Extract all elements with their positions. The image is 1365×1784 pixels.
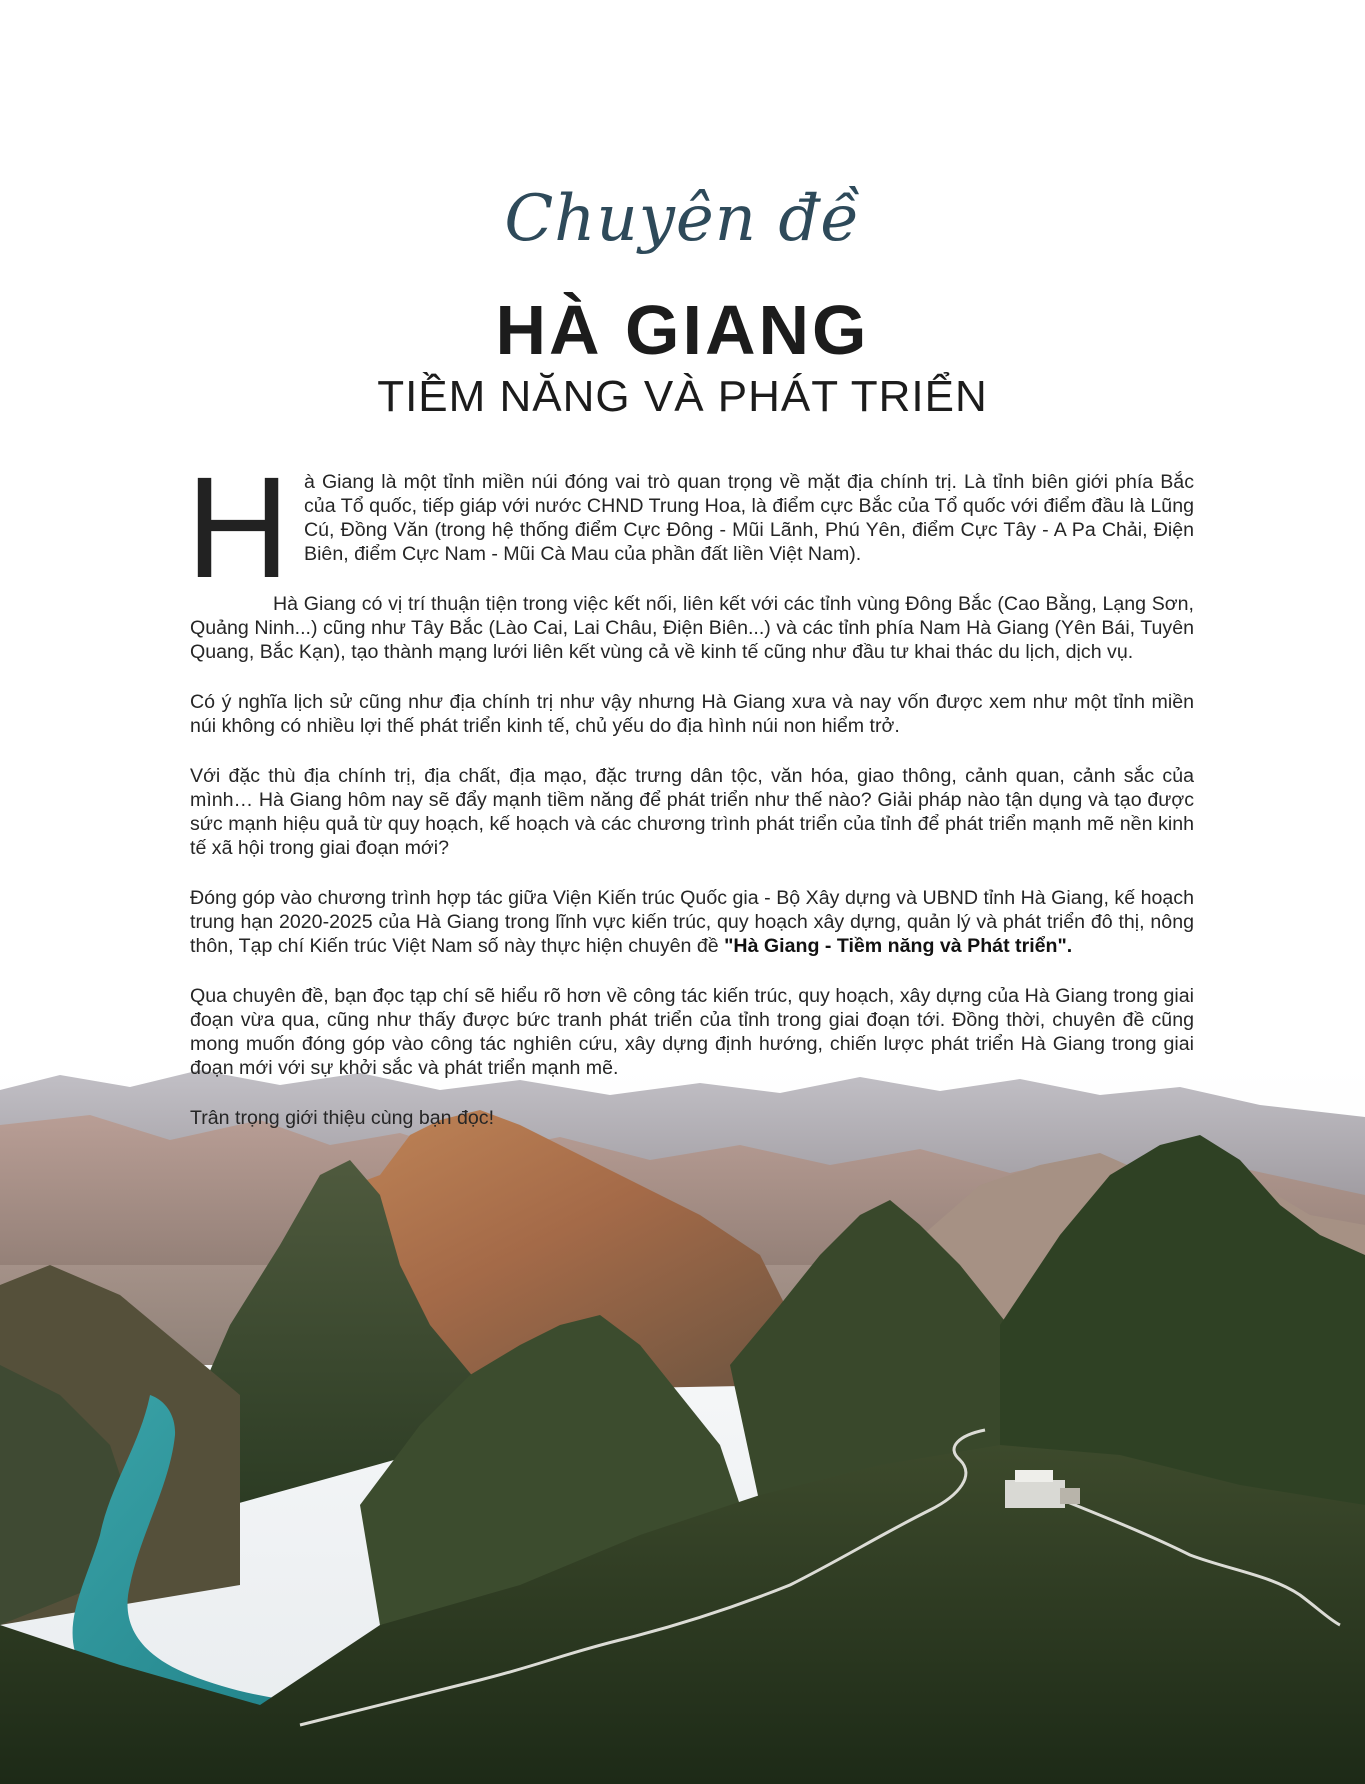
article-body (186, 447, 1194, 1156)
paragraph-6: Qua chuyên đề, bạn đọc tạp chí sẽ hiểu rõ hơn về công tác kiến trúc, quy hoạch, xây dựng của Hà Giang trong giai đoạn vừa qua, cũng như thấy được bức tranh phát triển của tỉnh trong giai đoạn tới. Đồng thời, chuyên đề cũng mong muốn đóng góp vào công tác nghiên cứu, xây dựng định hướng, chiến lược phát triển Hà Giang trong giai đoạn mới với sự khởi sắc và phát triển mạnh mẽ. (190, 985, 1194, 1079)
paragraph-1 (186, 447, 1194, 608)
paragraph-7: Trân trọng giới thiệu cùng bạn đọc! (190, 1107, 495, 1129)
paragraph-5-text: Đóng góp vào chương trình hợp tác giữa Viện Kiến trúc Quốc gia - Bộ Xây dựng và UBND tỉnh Hà Giang, kế hoạch trung hạn 2020-2025 của Hà Giang trong lĩnh vực kiến trúc, quy hoạch xây dựng, quản lý và phát triển đô thị, nông thôn, Tạp chí Kiến trúc Việt Nam số này thực hiện chuyên đề (190, 887, 1194, 957)
page-subtitle: TIỀM NĂNG VÀ PHÁT TRIỂN (377, 372, 988, 421)
paragraph-4: Với đặc thù địa chính trị, địa chất, địa mạo, đặc trưng dân tộc, văn hóa, giao thông, cảnh quan, cảnh sắc của mình… Hà Giang hôm nay sẽ đẩy mạnh tiềm năng để phát triển như thế nào? Giải pháp nào tận dụng và tạo được sức mạnh hiệu quả từ quy hoạch, kế hoạch và các chương trình phát triển của tỉnh để phát triển mạnh mẽ nền kinh tế xã hội trong giai đoạn mới? (190, 765, 1194, 859)
paragraph-2: Hà Giang có vị trí thuận tiện trong việc kết nối, liên kết với các tỉnh vùng Đông Bắc (Cao Bằng, Lạng Sơn, Quảng Ninh...) cũng như Tây Bắc (Lào Cai, Lai Châu, Điện Biên...) và các tỉnh phía Nam Hà Giang (Yên Bái, Tuyên Quang, Bắc Kạn), tạo thành mạng lưới liên kết vùng cả về kinh tế cũng như đầu tư khai thác du lịch, dịch vụ. (190, 593, 1194, 663)
mountain-landscape-photo (0, 1065, 1365, 1784)
paragraph-5-highlight: "Hà Giang - Tiềm năng và Phát triển". (724, 935, 1073, 957)
page-title: HÀ GIANG (495, 291, 870, 369)
paragraph-1-text: à Giang là một tỉnh miền núi đóng vai trò quan trọng về mặt địa chính trị. Là tỉnh biên giới phía Bắc của Tổ quốc, tiếp giáp với nước CHND Trung Hoa, là điểm cực Bắc của Tổ quốc với điểm đầu là Lũng Cú, Đồng Văn (trong hệ thống điểm Cực Đông - Mũi Lãnh, Phú Yên, điểm Cực Tây - A Pa Chải, Điện Biên, điểm Cực Nam - Mũi Cà Mau của phần đất liền Việt Nam). (304, 471, 1194, 565)
section-kicker: Chuyên đề (504, 182, 861, 256)
paragraph-3: Có ý nghĩa lịch sử cũng như địa chính trị như vậy nhưng Hà Giang xưa và nay vốn được xem như một tỉnh miền núi không có nhiều lợi thế phát triển kinh tế, chủ yếu do địa hình núi non hiểm trở. (190, 691, 1194, 737)
paragraph-5 (190, 886, 1194, 958)
drop-cap: H (186, 447, 290, 608)
